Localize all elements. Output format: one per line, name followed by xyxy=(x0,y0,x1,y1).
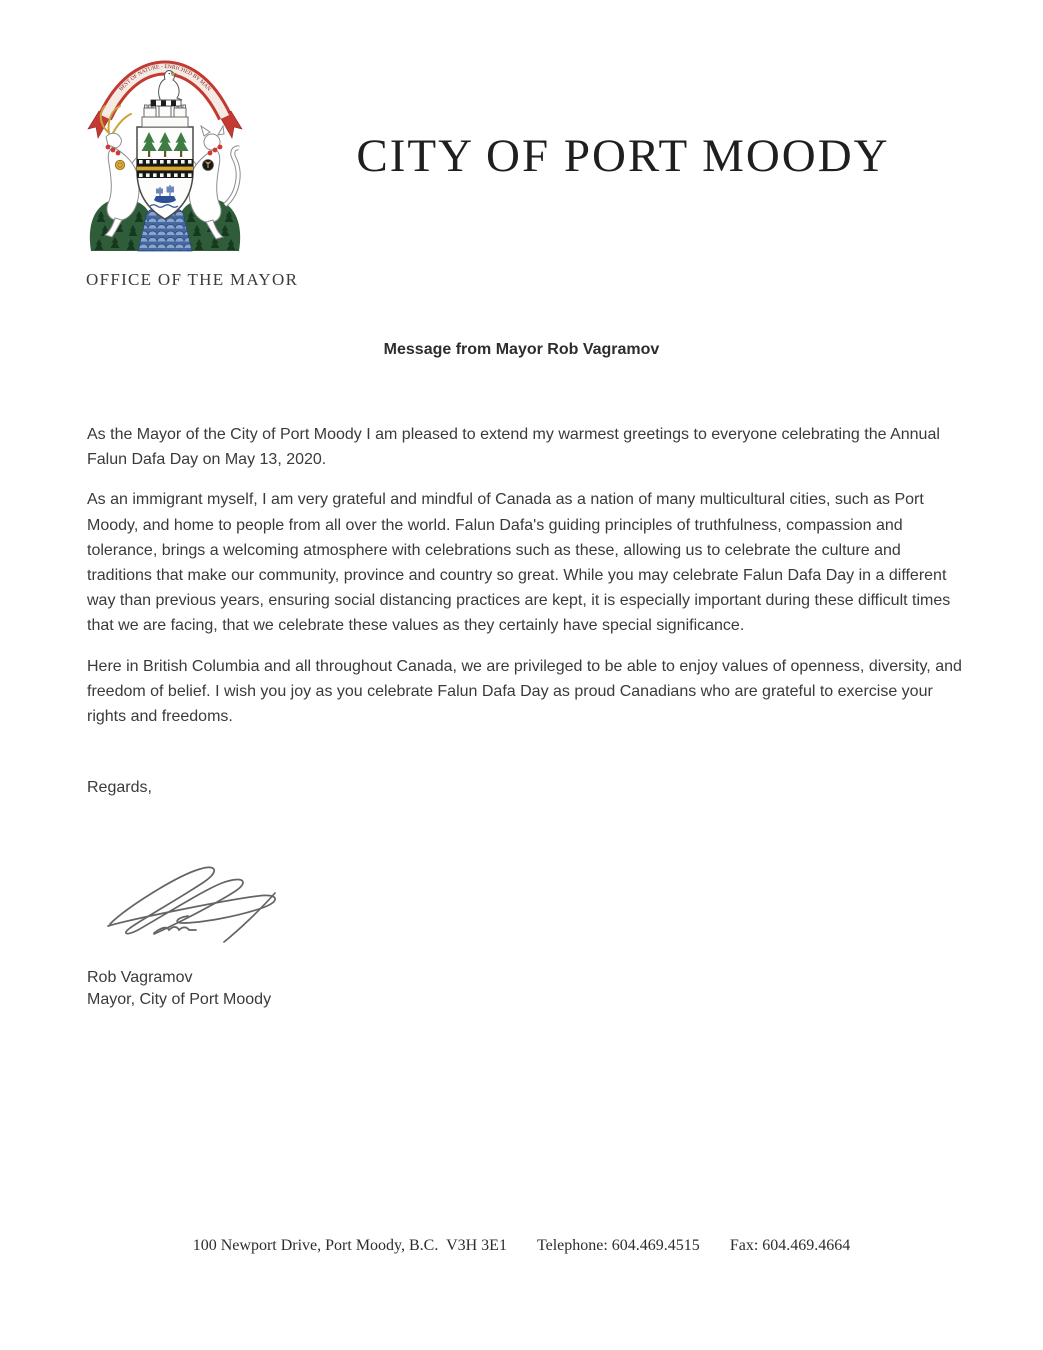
shield-icon xyxy=(137,127,193,219)
shield-trees xyxy=(142,132,189,157)
footer-fax: Fax: 604.469.4664 xyxy=(729,1237,851,1254)
railway-band xyxy=(137,159,193,178)
footer-address: 100 Newport Drive, Port Moody, B.C. V3H 3E1 xyxy=(192,1237,507,1254)
footer xyxy=(0,1237,1043,1255)
paragraph-1: As the Mayor of the City of Port Moody I am pleased to extend my warmest greetings to everyone celebrating the Annual Falun Dafa Day on May 13, 2020. xyxy=(87,426,940,469)
footer-telephone: Telephone: 604.469.4515 xyxy=(536,1237,700,1254)
signer-title: Mayor, City of Port Moody xyxy=(87,990,272,1008)
letter-body xyxy=(87,422,967,815)
mural-crown-icon xyxy=(142,103,188,127)
signature xyxy=(96,856,296,951)
coat-of-arms-graphic xyxy=(85,53,245,255)
crest-motto-text: BEST OF NATURE - ENRICHED BY MAN xyxy=(118,63,212,93)
handwritten-signature-icon xyxy=(96,856,296,951)
letter-heading: Message from Mayor Rob Vagramov xyxy=(383,341,660,358)
office-of-the-mayor-label: OFFICE OF THE MAYOR xyxy=(86,270,299,289)
signature-block xyxy=(87,967,271,1010)
city-title: CITY OF PORT MOODY xyxy=(356,130,890,182)
city-coat-of-arms xyxy=(85,53,245,255)
paragraph-2: As an immigrant myself, I am very grateful and mindful of Canada as a nation of many multicultural cities, such as Port Moody, and home to people from all over the world. Falun Dafa's guiding principles of truthfulness, compassion and tolerance, brings a welcoming atmosphere with celebrations such as these, allowing us to celebrate the culture and traditions that make our community, province and country so great. While you may celebrate Falun Dafa Day in a different way than previous years, ensuring social distancing practices are kept, it is especially important during these difficult times that we are facing, that we celebrate these values as they certainly have special significance. xyxy=(87,491,951,635)
stag-medallion xyxy=(115,160,124,169)
closing-salutation: Regards, xyxy=(87,779,152,797)
paragraph-3: Here in British Columbia and all throughout Canada, we are privileged to be able to enjoy values of openness, diversity, and freedom of belief. I wish you joy as you celebrate Falun Dafa Day as proud Canadians who are grateful to exercise your rights and freedoms. xyxy=(87,657,962,726)
signer-name: Rob Vagramov xyxy=(87,969,193,986)
